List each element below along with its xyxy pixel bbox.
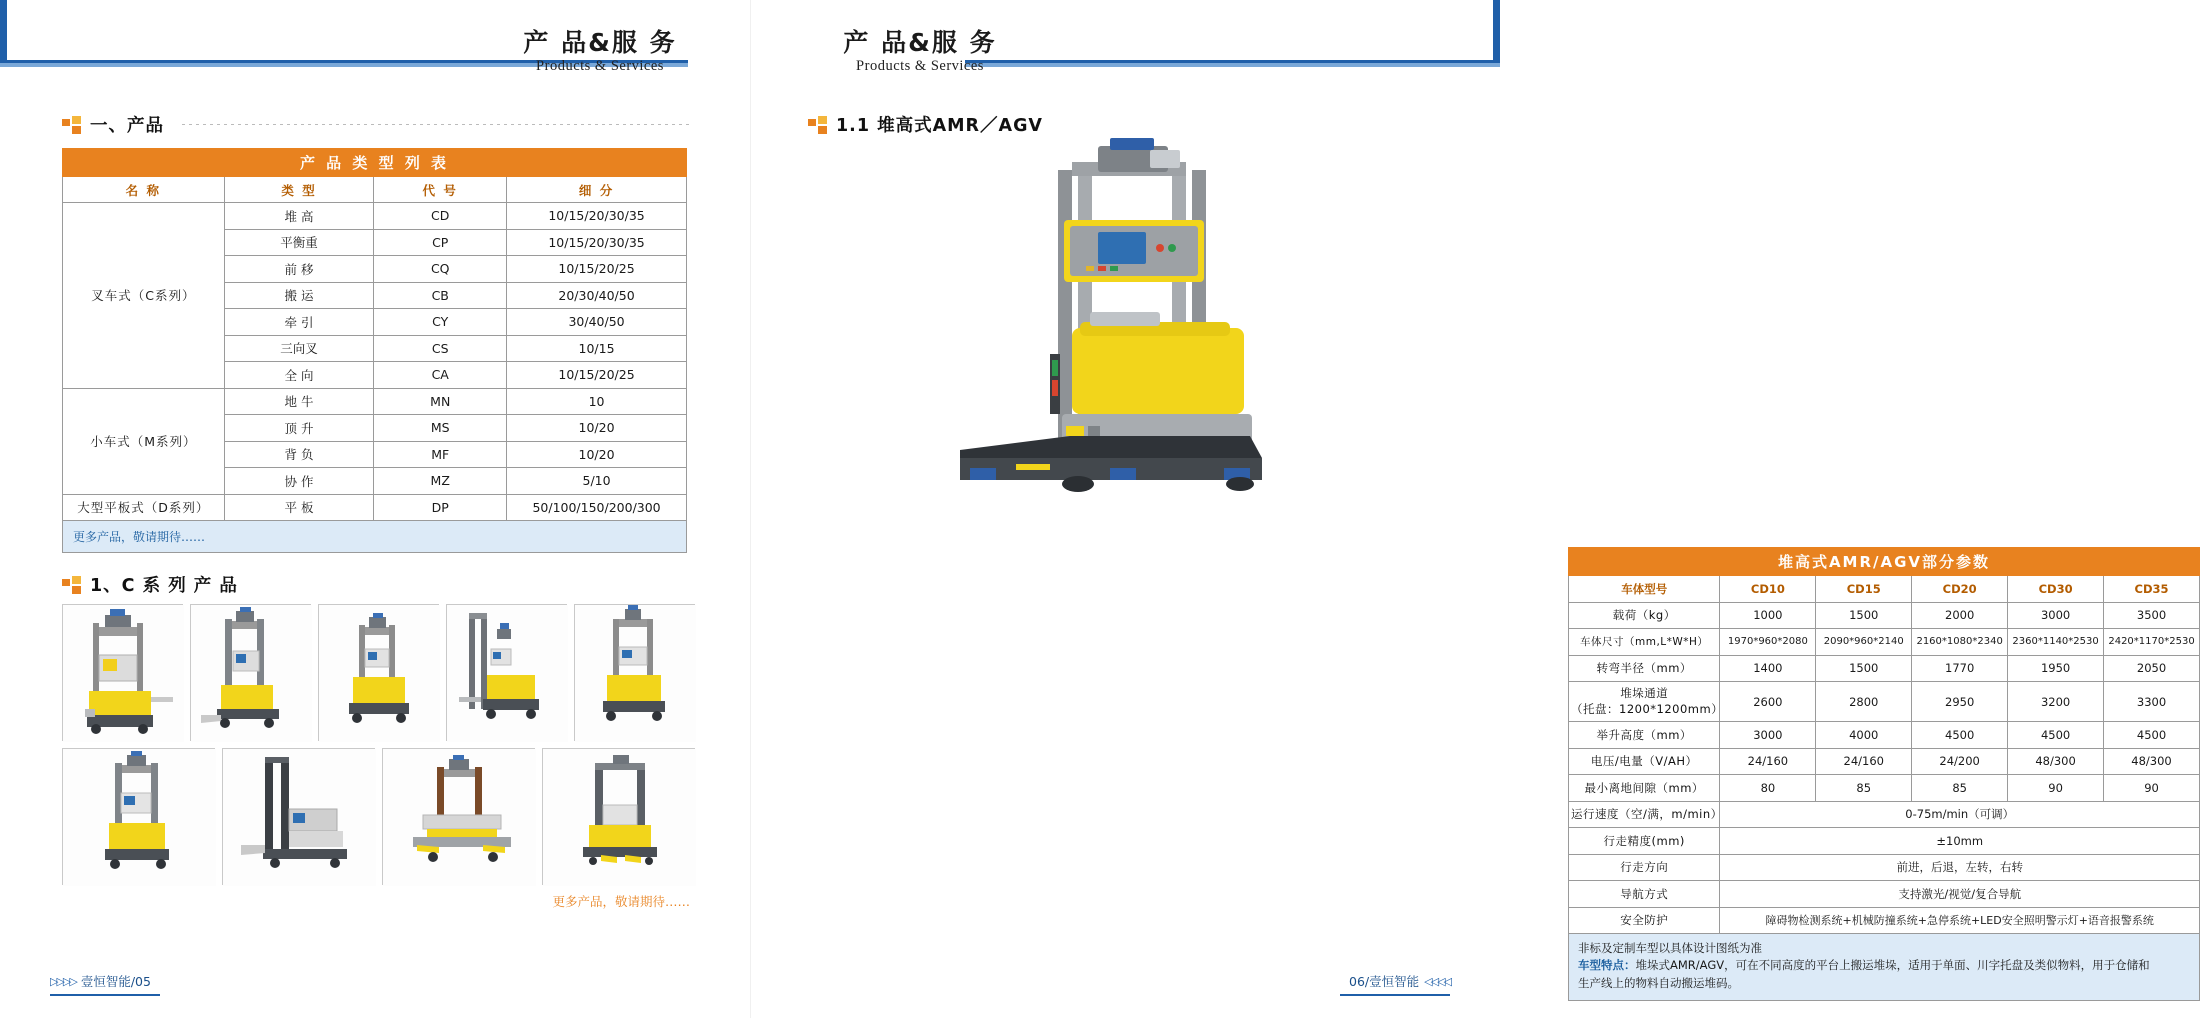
cell-code: CB: [374, 282, 507, 309]
section-heading-stacker-amr: [808, 112, 1448, 137]
cell-code: DP: [374, 494, 507, 521]
table-row: [1569, 907, 2200, 934]
cell-detail: 20/30/40/50: [507, 282, 687, 309]
spec-value: 85: [1816, 775, 1912, 802]
cell-code: MZ: [374, 468, 507, 495]
spec-value: 3300: [2104, 682, 2200, 722]
spec-header-cd30: CD30: [2008, 576, 2104, 603]
group-name-c: 叉车式（C系列）: [63, 203, 225, 389]
cell-type: 平 板: [224, 494, 374, 521]
spec-value: 48/300: [2008, 748, 2104, 775]
spec-header-cd10: CD10: [1720, 576, 1816, 603]
product-photo-7: [222, 748, 375, 885]
forklift-illustration-8: [383, 749, 536, 886]
cell-detail: 10/15/20/30/35: [507, 229, 687, 256]
spec-label: 最小离地间隙（mm）: [1569, 775, 1720, 802]
note-keyword: 车型特点：: [1578, 958, 1636, 973]
cell-detail: 50/100/150/200/300: [507, 494, 687, 521]
spec-label: 堆垛通道 （托盘：1200*1200mm）: [1569, 682, 1720, 722]
header-title-block-right: [820, 30, 1020, 74]
table-row: [1569, 748, 2200, 775]
cell-type: 牵 引: [224, 309, 374, 336]
table-row: [1569, 722, 2200, 749]
footer-rule-left: [50, 994, 160, 996]
spec-value-merged: ±10mm: [1720, 828, 2200, 855]
table-caption: 产 品 类 型 列 表: [63, 149, 687, 177]
forklift-illustration-5: [575, 605, 696, 742]
spec-value: 1400: [1720, 655, 1816, 682]
col-header-type: 类 型: [224, 177, 374, 203]
header-title-en: Products & Services: [536, 58, 664, 75]
product-type-table-wrap: [62, 148, 687, 553]
cell-detail: 10/15/20/30/35: [507, 203, 687, 230]
product-photo-8: [382, 748, 535, 885]
product-photo-1: [62, 604, 183, 741]
section-title-stacker-amr: 1.1 堆高式AMR／AGV: [836, 116, 1043, 136]
spec-value: 2950: [1912, 682, 2008, 722]
stacker-spec-table: [1568, 547, 2200, 934]
cell-type: 背 负: [224, 441, 374, 468]
page-right: [750, 0, 2195, 1018]
header-title-block: [500, 30, 700, 74]
cell-type: 平衡重: [224, 229, 374, 256]
cell-code: CQ: [374, 256, 507, 283]
table-row: [1569, 775, 2200, 802]
spec-value: 1970*960*2080: [1720, 629, 1816, 656]
spec-value: 3500: [2104, 602, 2200, 629]
page-left: [0, 0, 750, 1018]
product-photo-2: [190, 604, 311, 741]
spec-value: 80: [1720, 775, 1816, 802]
footer-text-left: 壹恒智能/05: [80, 974, 151, 989]
product-photo-4: [446, 604, 567, 741]
note-line-3: 生产线上的物料自动搬运堆码。: [1578, 975, 1739, 990]
spec-label: 行走方向: [1569, 854, 1720, 881]
forklift-illustration-7: [223, 749, 376, 886]
spec-value: 2000: [1912, 602, 2008, 629]
header-edge-bar: [0, 0, 7, 60]
orange-square-marker-icon: [62, 116, 82, 134]
forklift-illustration-9: [543, 749, 696, 886]
cell-type: 地 牛: [224, 388, 374, 415]
spec-value-merged: 支持激光/视觉/复合导航: [1720, 881, 2200, 908]
product-type-table: [62, 148, 687, 521]
page-header-left: [0, 0, 750, 92]
spec-header-model-label: 车体型号: [1569, 576, 1720, 603]
cell-code: CY: [374, 309, 507, 336]
heading-dotted-rule: [182, 124, 690, 125]
spec-label: 安全防护: [1569, 907, 1720, 934]
header-title-cn-right: 产 品&服 务: [843, 28, 997, 57]
forklift-illustration-6: [63, 749, 216, 886]
chevron-left-icon: ◁◁◁◁: [1424, 974, 1450, 988]
spec-table-wrap: [1568, 547, 2200, 1001]
cell-detail: 10/15/20/25: [507, 256, 687, 283]
header-edge-bar-right: [1493, 0, 1500, 60]
cell-type: 堆 高: [224, 203, 374, 230]
section-heading-c-series: [62, 572, 690, 597]
group-name-m: 小车式（M系列）: [63, 388, 225, 494]
page-gutter: [750, 0, 751, 1018]
spec-value: 3000: [2008, 602, 2104, 629]
note-line-2-wrap: [1578, 957, 2190, 974]
col-header-name: 名 称: [63, 177, 225, 203]
spec-value: 1950: [2008, 655, 2104, 682]
note-line-1: 非标及定制车型以具体设计图纸为准: [1578, 941, 1762, 955]
header-rule-right: [965, 60, 1500, 67]
cell-type: 三向叉: [224, 335, 374, 362]
cell-detail: 5/10: [507, 468, 687, 495]
cell-type: 搬 运: [224, 282, 374, 309]
spec-value: 3000: [1720, 722, 1816, 749]
orange-square-marker-icon: [808, 116, 828, 134]
spec-value: 90: [2104, 775, 2200, 802]
spec-value: 4500: [1912, 722, 2008, 749]
gallery-note: 更多产品，敬请期待……: [552, 894, 690, 909]
table-row: [1569, 629, 2200, 656]
footer-left: [50, 972, 151, 990]
table-row: [1569, 602, 2200, 629]
cell-type: 前 移: [224, 256, 374, 283]
cell-code: CA: [374, 362, 507, 389]
spec-value: 48/300: [2104, 748, 2200, 775]
table-row: [63, 388, 687, 415]
spec-value: 1500: [1816, 602, 1912, 629]
footer-rule-right: [1340, 994, 1450, 996]
cell-code: CD: [374, 203, 507, 230]
spec-value-merged: 0-75m/min（可调）: [1720, 801, 2200, 828]
footer-text-right: 06/壹恒智能: [1349, 974, 1420, 989]
header-title-en-right: Products & Services: [856, 58, 984, 75]
cell-code: CP: [374, 229, 507, 256]
forklift-illustration-3: [319, 605, 440, 742]
spec-header-cd35: CD35: [2104, 576, 2200, 603]
spec-table-caption: 堆高式AMR/AGV部分参数: [1569, 548, 2200, 576]
table-row: [1569, 655, 2200, 682]
spec-value: 2160*1080*2340: [1912, 629, 2008, 656]
spec-table-note: [1568, 934, 2200, 1001]
forklift-illustration-4: [447, 605, 568, 742]
stacker-agv-illustration: [810, 140, 1440, 535]
section-heading-products: [62, 112, 690, 137]
stacker-main-photo: [810, 140, 1440, 535]
spec-label: 车体尺寸（mm,L*W*H）: [1569, 629, 1720, 656]
spec-value: 1000: [1720, 602, 1816, 629]
cell-type: 全 向: [224, 362, 374, 389]
chevron-right-icon: ▷▷▷▷: [50, 974, 76, 988]
cell-detail: 10/15/20/25: [507, 362, 687, 389]
spec-value: 2360*1140*2530: [2008, 629, 2104, 656]
spec-value: 4000: [1816, 722, 1912, 749]
col-header-code: 代 号: [374, 177, 507, 203]
cell-detail: 30/40/50: [507, 309, 687, 336]
table-row: [1569, 801, 2200, 828]
section-title-c-series: 1、C 系 列 产 品: [90, 576, 238, 596]
spec-label: 电压/电量（V/AH）: [1569, 748, 1720, 775]
spec-header-cd15: CD15: [1816, 576, 1912, 603]
cell-detail: 10/20: [507, 415, 687, 442]
cell-code: MS: [374, 415, 507, 442]
col-header-detail: 细 分: [507, 177, 687, 203]
spec-label: 转弯半径（mm）: [1569, 655, 1720, 682]
header-title-cn: 产 品&服 务: [523, 28, 677, 57]
spec-label: 运行速度（空/满，m/min）: [1569, 801, 1720, 828]
spec-label: 举升高度（mm）: [1569, 722, 1720, 749]
table-row: [1569, 828, 2200, 855]
spec-value: 1500: [1816, 655, 1912, 682]
footer-right: [1349, 972, 1450, 990]
cell-code: MN: [374, 388, 507, 415]
cell-detail: 10/20: [507, 441, 687, 468]
cell-code: CS: [374, 335, 507, 362]
product-gallery: [62, 604, 690, 910]
product-photo-6: [62, 748, 215, 885]
forklift-illustration-1: [63, 605, 184, 742]
spec-value: 1770: [1912, 655, 2008, 682]
page-header-right: [750, 0, 1500, 92]
cell-code: MF: [374, 441, 507, 468]
spec-value-merged: 前进，后退，左转，右转: [1720, 854, 2200, 881]
spec-value: 3200: [2008, 682, 2104, 722]
spec-value: 90: [2008, 775, 2104, 802]
product-photo-5: [574, 604, 695, 741]
spec-label: 行走精度(mm): [1569, 828, 1720, 855]
cell-type: 顶 升: [224, 415, 374, 442]
spec-value: 2800: [1816, 682, 1912, 722]
gallery-row-2: [62, 748, 690, 885]
forklift-illustration-2: [191, 605, 312, 742]
spec-value: 24/200: [1912, 748, 2008, 775]
spec-value: 4500: [2104, 722, 2200, 749]
note-line-2: 堆垛式AMR/AGV，可在不同高度的平台上搬运堆垛，适用于单面、川字托盘及类似物料，用于仓储和: [1635, 958, 2150, 973]
table-row: [63, 494, 687, 521]
section-title-products: 一、产品: [90, 116, 164, 136]
spec-value: 2090*960*2140: [1816, 629, 1912, 656]
table-row: [1569, 682, 2200, 722]
spec-value: 2050: [2104, 655, 2200, 682]
spec-value: 24/160: [1816, 748, 1912, 775]
spec-value: 4500: [2008, 722, 2104, 749]
group-name-d: 大型平板式（D系列）: [63, 494, 225, 521]
spec-value: 24/160: [1720, 748, 1816, 775]
table-row: [1569, 881, 2200, 908]
table-row: [63, 203, 687, 230]
spec-header-cd20: CD20: [1912, 576, 2008, 603]
cell-detail: 10: [507, 388, 687, 415]
gallery-row-1: [62, 604, 690, 741]
spec-value-merged: 障碍物检测系统+机械防撞系统+急停系统+LED安全照明警示灯+语音报警系统: [1720, 907, 2200, 934]
table1-note: 更多产品，敬请期待……: [62, 521, 687, 553]
orange-square-marker-icon: [62, 576, 82, 594]
spec-value: 85: [1912, 775, 2008, 802]
cell-detail: 10/15: [507, 335, 687, 362]
product-photo-9: [542, 748, 695, 885]
spec-value: 2420*1170*2530: [2104, 629, 2200, 656]
spec-label: 导航方式: [1569, 881, 1720, 908]
spec-label: 载荷（kg）: [1569, 602, 1720, 629]
spec-value: 2600: [1720, 682, 1816, 722]
table-row: [1569, 854, 2200, 881]
product-photo-3: [318, 604, 439, 741]
cell-type: 协 作: [224, 468, 374, 495]
